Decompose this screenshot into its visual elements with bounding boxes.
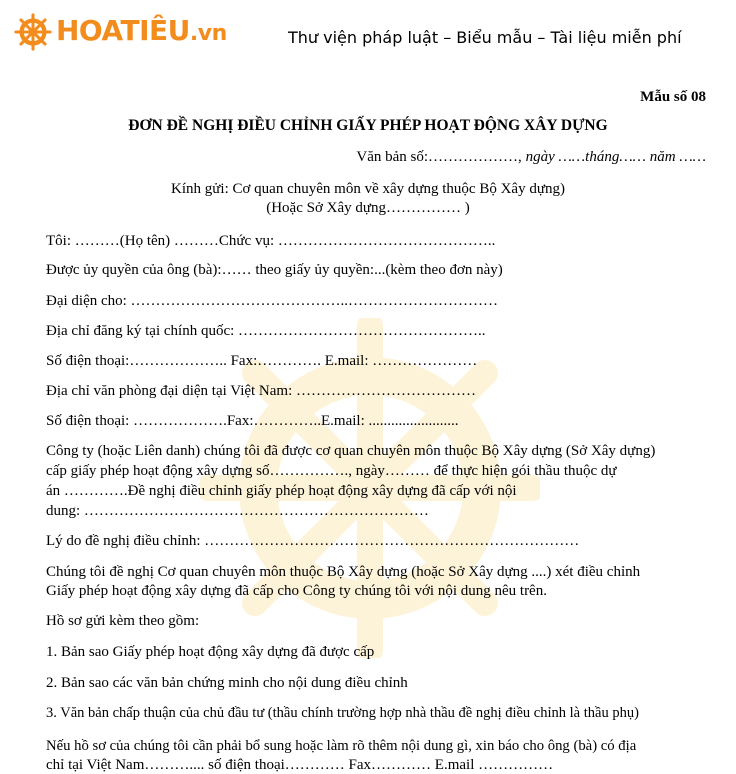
field-vn-phone-fax-email: Số điện thoại: ……………….Fax:…………..E.mail: ........................ (46, 413, 459, 429)
doc-ref-label: Văn bản số:………………, (356, 149, 522, 165)
paragraph-request-line-2: Giấy phép hoạt động xây dựng đã cấp cho Công ty chúng tôi với nội dung nêu trên. (46, 583, 547, 599)
attachment-item-2: 2. Bản sao các văn bản chứng minh cho nội dung điều chỉnh (46, 675, 408, 691)
logo-text: HOATIÊU.vn (56, 13, 227, 47)
paragraph-request-line-1: Chúng tôi đề nghị Cơ quan chuyên môn thuộc Bộ Xây dựng (hoặc Sở Xây dựng ....) xét điều chỉnh (46, 564, 641, 580)
form-number: Mẫu số 08 (640, 89, 706, 105)
paragraph-contact-line-1: Nếu hồ sơ của chúng tôi cần phải bổ sung hoặc làm rõ thêm nội dung gì, xin báo cho ông (bà) có địa (46, 738, 637, 754)
field-phone-fax-email: Số điện thoại:……………….. Fax:…………. E.mail: ………………… (46, 353, 478, 369)
field-representative-for: Đại diện cho: ……………………………………..………………………… (46, 293, 499, 309)
site-tagline: Thư viện pháp luật – Biểu mẫu – Tài liệu miễn phí (288, 28, 682, 47)
doc-ref-date: ngày ……tháng…… năm …… (525, 149, 706, 165)
site-header (0, 0, 736, 78)
document-reference (356, 148, 706, 166)
paragraph-license-line-3: án ………….Đề nghị điều chỉnh giấy phép hoạt động xây dựng đã cấp với nội (46, 483, 517, 499)
site-logo[interactable] (14, 12, 227, 52)
field-authorization: Được ủy quyền của ông (bà):…… theo giấy ủy quyền:...(kèm theo đơn này) (46, 262, 503, 278)
paragraph-contact-line-2: chỉ tại Việt Nam……….... số điện thoại………… Fax………… E.mail …………… (46, 757, 554, 773)
field-adjustment-reason: Lý do đề nghị điều chỉnh: ………………………………………………………………… (46, 533, 580, 549)
paragraph-license-line-2: cấp giấy phép hoạt động xây dựng số……………., ngày……… để thực hiện gói thầu thuộc dự (46, 463, 617, 479)
paragraph-license-line-4: dung: …………………………………………………………… (46, 503, 429, 519)
field-vn-office-address: Địa chỉ văn phòng đại diện tại Việt Nam: ……………………………… (46, 383, 477, 399)
recipient-line-2: (Hoặc Sở Xây dựng…………… ) (266, 200, 470, 216)
ship-wheel-icon (14, 13, 52, 51)
attachment-item-1: 1. Bản sao Giấy phép hoạt động xây dựng đã được cấp (46, 644, 375, 660)
field-registered-address: Địa chỉ đăng ký tại chính quốc: ………………………………………….. (46, 323, 486, 339)
document-title: ĐƠN ĐỀ NGHỊ ĐIỀU CHỈNH GIẤY PHÉP HOẠT ĐỘNG XÂY DỰNG (128, 117, 608, 134)
recipient-line-1: Kính gửi: Cơ quan chuyên môn về xây dựng thuộc Bộ Xây dựng) (171, 181, 565, 197)
field-name-position: Tôi: ………(Họ tên) ………Chức vụ: …………………………………….. (46, 233, 496, 249)
attachment-item-3: 3. Văn bản chấp thuận của chủ đầu tư (thầu chính trường hợp nhà thầu đề nghị điều chỉnh là thầu phụ) (46, 705, 639, 721)
paragraph-license-line-1: Công ty (hoặc Liên danh) chúng tôi đã được cơ quan chuyên môn thuộc Bộ Xây dựng (Sở Xây dựng) (46, 443, 656, 459)
attachments-heading: Hồ sơ gửi kèm theo gồm: (46, 613, 200, 629)
